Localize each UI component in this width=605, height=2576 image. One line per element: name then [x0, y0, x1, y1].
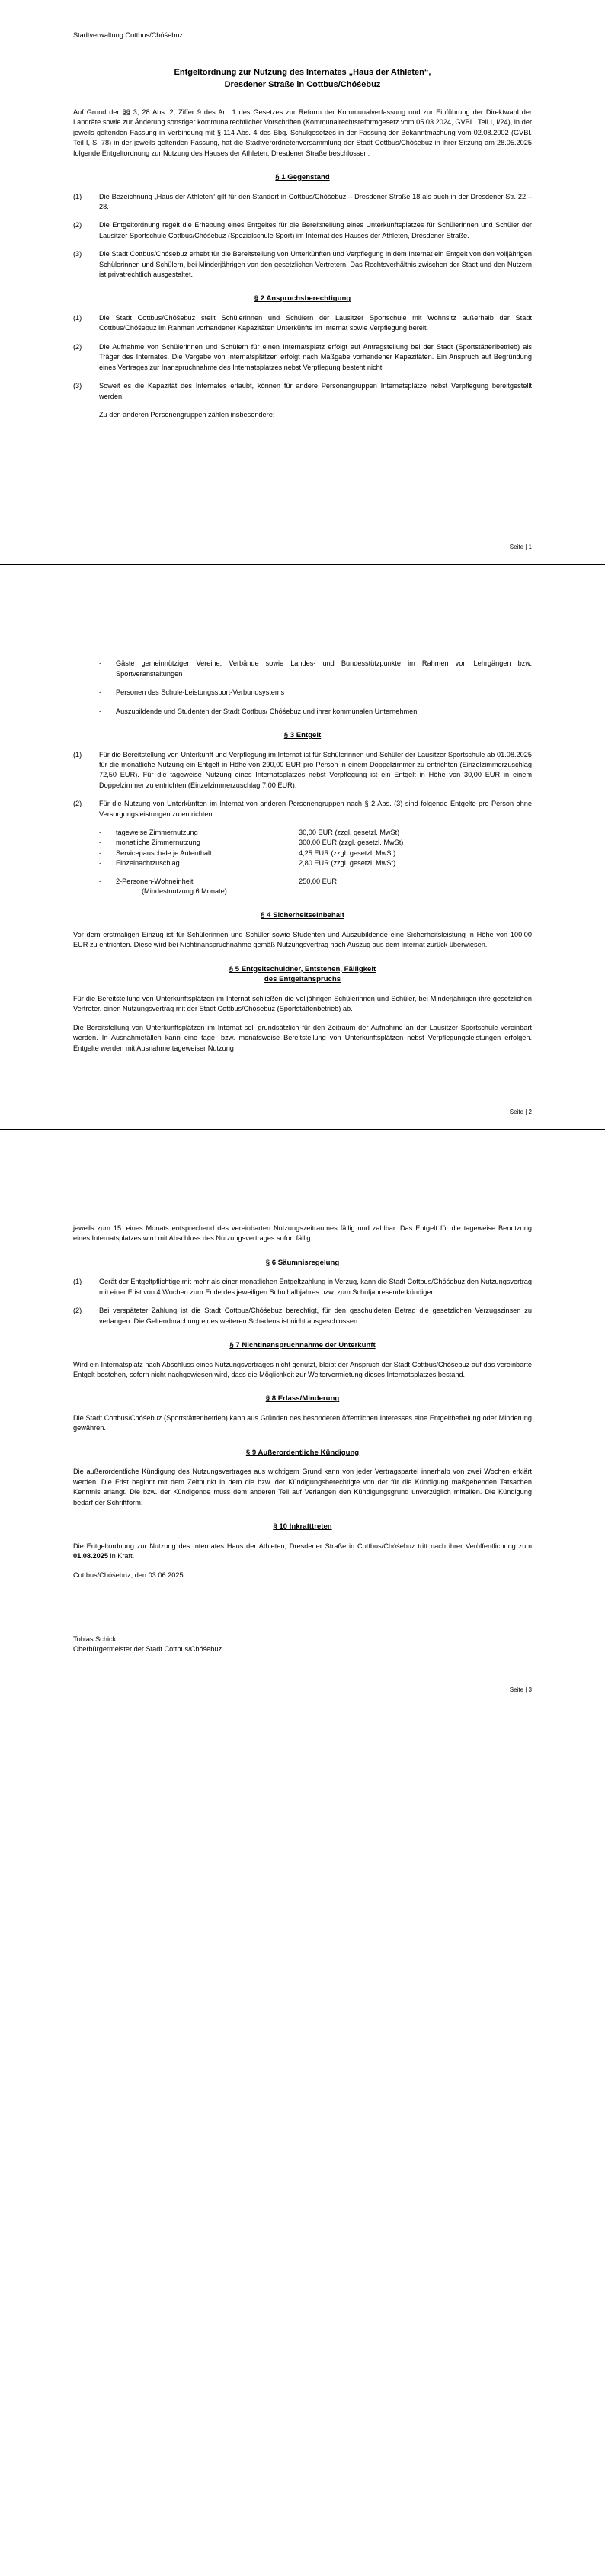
clause-2-2: [73, 342, 532, 373]
organisation-name: Stadtverwaltung Cottbus/Chóśebuz: [73, 31, 184, 39]
price-row-3: [99, 849, 532, 858]
page-3-footer: Seite | 3: [509, 1686, 532, 1693]
document-title-line-1: Entgeltordnung zur Nutzung des Internates „Haus der Athleten“,: [174, 68, 431, 77]
clause-number: (3): [73, 250, 82, 258]
clause-6-2: [73, 1306, 532, 1326]
clause-number: (1): [73, 314, 82, 322]
group-item-3: [73, 707, 532, 717]
page-3-filler: [73, 1655, 532, 1686]
section-heading-7: § 7 Nichtinanspruchnahme der Unterkunft: [229, 1341, 376, 1350]
price-label: monatliche Zimmernutzung: [116, 839, 200, 847]
document-title: [73, 66, 532, 91]
section-5-paragraph-3: jeweils zum 15. eines Monats entsprechend des vereinbarten Nutzungszeitraumes fällig und zahlbar. Das Entgelt für die tageweise Benutzung eines Internatsplatzes wird mit Abschluss des Nutzungsvertrages sofort fällig.: [73, 1224, 532, 1243]
section-heading-3: § 3 Entgelt: [283, 730, 322, 739]
clause-number: (3): [73, 382, 82, 390]
page-2-filler: [73, 1062, 532, 1108]
section-heading-8: § 8 Erlass/Minderung: [265, 1394, 340, 1403]
page-break-2: [0, 1129, 605, 1147]
document-page-3: [0, 1147, 605, 1707]
section-heading-5-line-2: des Entgeltanspruchs: [264, 975, 341, 984]
clause-text: Soweit es die Kapazität des Internates erlaubt, können für andere Personengruppen Internatsplätze nebst Verpflegung bereitgestellt werden.: [99, 382, 532, 400]
group-item-text: Gäste gemeinnütziger Vereine, Verbände sowie Landes- und Bundesstützpunkte im Rahmen von Lehrgängen bzw. Sportveranstaltungen: [116, 659, 532, 678]
price-value: 4,25 EUR (zzgl. gesetzl. MwSt): [299, 849, 396, 857]
document-page-2: [0, 582, 605, 1129]
dash-bullet: -: [99, 707, 102, 715]
dash-bullet: -: [99, 877, 102, 885]
section-5-paragraph-2: Die Bereitstellung von Unterkunftsplätzen im Internat soll grundsätzlich für den Zeitraum der Aufnahme an der Lausitzer Sportschule vereinbart werden. In Ausnahmefällen kann eine tage- bzw. monatsweise Bereitstellung von Unterkunftsplätzen nebst Verpflegungsleistungen erfolgen. Entgelte werden mit Ausnahme tageweiser Nutzung: [73, 1023, 532, 1052]
place-and-date: Cottbus/Chóśebuz, den 03.06.2025: [73, 1570, 184, 1579]
section-10-text: Die Entgeltordnung zur Nutzung des Internates Haus der Athleten, Dresdener Straße in Cottbus/Chóśebuz tritt nach ihrer Veröffentlichung zum 01.08.2025 in Kraft.: [73, 1541, 532, 1561]
section-heading-2: § 2 Anspruchsberechtigung: [254, 294, 351, 303]
dash-bullet: -: [99, 688, 102, 697]
price-value: 250,00 EUR: [299, 877, 338, 885]
price-value: 30,00 EUR (zzgl. gesetzl. MwSt): [299, 828, 400, 836]
price-label: 2-Personen-Wohneinheit: [116, 877, 194, 885]
clause-number: (1): [73, 192, 82, 200]
section-heading-5: [73, 964, 532, 985]
clause-text: Die Bezeichnung „Haus der Athleten“ gilt für den Standort in Cottbus/Chóśebuz – Dresdener Straße 18 als auch in der Dresdener Str. 22 – 28.: [99, 192, 532, 211]
price-value: 300,00 EUR (zzgl. gesetzl. MwSt): [299, 839, 404, 847]
dash-bullet: -: [99, 828, 102, 836]
section-heading-9: § 9 Außerordentliche Kündigung: [245, 1448, 360, 1457]
clause-3-2: [73, 799, 532, 820]
effective-date: 01.08.2025: [73, 1552, 108, 1561]
group-item-text: Personen des Schule-Leistungssport-Verbundsystems: [116, 688, 285, 697]
dash-bullet: -: [99, 659, 102, 668]
signatory-role: Oberbürgermeister der Stadt Cottbus/Chóśebuz: [73, 1645, 222, 1654]
signatory-name: Tobias Schick: [73, 1634, 117, 1643]
clause-number: (2): [73, 1307, 82, 1315]
clause-6-1: [73, 1277, 532, 1298]
clause-2-3-tail-wrapper: [73, 410, 532, 420]
clause-2-1: [73, 313, 532, 334]
group-item-1: [73, 659, 532, 679]
page-break-1: [0, 564, 605, 582]
clause-number: (2): [73, 342, 82, 351]
dash-bullet: -: [99, 859, 102, 868]
signature-space: [73, 1589, 532, 1634]
preamble-paragraph: Auf Grund der §§ 3, 28 Abs. 2, Ziffer 9 des Art. 1 des Gesetzes zur Reform der Kommunalverfassung und zur Einführung der Direktwahl der Landräte sowie zur Änderung sonstiger kommunalrechtlicher Vorschriften (Kommunalrechtsreformgesetz vom 05.03.2024, GVBL. Teil I, I/24), in der jeweils geltenden Fassung in Verbindung mit § 114 Abs. 4 des Bbg. Schulgesetzes in der Fassung der Bekanntmachung vom 02.08.2002 (GVBl. Teil I, S. 78) in der jeweils geltenden Fassung, hat die Stadtverordnetenversammlung der Stadt Cottbus/Chóśebuz in ihrer Sitzung am 28.05.2025 folgende Entgeltordnung zur Nutzung des Hauses der Athleten, Dresdener Straße beschlossen:: [73, 108, 532, 157]
clause-1-2: [73, 220, 532, 241]
section-8-text: Die Stadt Cottbus/Chóśebuz (Sportstättenbetrieb) kann aus Gründen des besonderen öffentlichen Interesses eine Entgeltbefreiung oder Minderung gewähren.: [73, 1414, 532, 1432]
clause-1-1: [73, 192, 532, 213]
page-3-top-margin: [73, 1178, 532, 1224]
clause-text: Die Stadt Cottbus/Chóśebuz stellt Schülerinnen und Schülern der Lausitzer Sportschule mit Wohnsitz außerhalb der Stadt Cottbus/Chóśebuz im Rahmen vorhandener Kapazitäten Unterkünfte im Internat sowie Verpflegung bereit.: [99, 314, 532, 332]
price-row-2: [99, 838, 532, 848]
price-label: Servicepauschale je Aufenthalt: [116, 849, 212, 857]
section-5-paragraph-1: Für die Bereitstellung von Unterkunftsplätzen im Internat schließen die volljährigen Schülerinnen und Schüler, bei Minderjährigen ihre gesetzlichen Vertreter, einen Nutzungsvertrag mit der Stadt Cottbus/Chóśebuz (Sportstättenbetrieb) ab.: [73, 995, 532, 1013]
clause-text: Die Entgeltordnung regelt die Erhebung eines Entgeltes für die Bereitstellung eines Unterkunftsplatzes für Schülerinnen und Schüler der Lausitzer Sportschule Cottbus/Chóśebuz (Spezialschule Sport) im Internat des Hauses der Athleten, Dresdener Straße.: [99, 221, 532, 239]
price-note: (Mindestnutzung 6 Monate): [142, 887, 227, 895]
clause-2-3-tail: Zu den anderen Personengruppen zählen insbesondere:: [99, 410, 275, 419]
price-table: [73, 828, 532, 897]
clause-text: Gerät der Entgeltpflichtige mit mehr als einer monatlichen Entgeltzahlung in Verzug, kann die Stadt Cottbus/Chóśebuz den Nutzungsvertrag mit einer Frist von 4 Wochen zum Ende des jeweiligen Schulhalbjahres bzw. zum Schuljahresende kündigen.: [99, 1278, 532, 1296]
section-heading-5-line-1: § 5 Entgeltschuldner, Entstehen, Fälligkeit: [229, 964, 376, 974]
document-title-line-2: Dresdener Straße in Cottbus/Chóśebuz: [224, 80, 381, 89]
page-2-footer: Seite | 2: [509, 1108, 532, 1116]
dash-bullet: -: [99, 839, 102, 847]
section-heading-1: § 1 Gegenstand: [275, 173, 330, 182]
clause-number: (2): [73, 800, 82, 808]
dash-bullet: -: [99, 849, 102, 857]
group-item-2: [73, 688, 532, 698]
price-row-4: [99, 858, 532, 868]
clause-text: Die Stadt Cottbus/Chóśebuz erhebt für die Bereitstellung von Unterkünften und Verpflegung in dem Internat ein Entgelt von den volljährigen Schülerinnen und Schülern, bei Minderjährigen von den gesetzlichen Vertretern. Das Rechtsverhältnis zwischen der Stadt und den Nutzern ist privatrechtlich ausgestaltet.: [99, 250, 532, 279]
clause-text: Für die Nutzung von Unterkünften im Internat von anderen Personengruppen nach § 2 Abs. (3) sind folgende Entgelte pro Person ohne Versorgungsleistungen zu entrichten:: [99, 800, 532, 818]
clause-text: Bei verspäteter Zahlung ist die Stadt Cottbus/Chóśebuz berechtigt, für den geschuldeten Betrag die gesetzlichen Verzugszinsen zu verlangen. Die Geltendmachung eines weiteren Schadens ist nicht ausgeschlossen.: [99, 1307, 532, 1325]
section-7-text: Wird ein Internatsplatz nach Abschluss eines Nutzungsvertrages nicht genutzt, bleibt der Anspruch der Stadt Cottbus/Chóśebuz auf das vereinbarte Entgelt bestehen, sofern nicht nachgewiesen wird, dass die Möglichkeit zur Weitervermietung dieses Internatsplatzes bestand.: [73, 1360, 532, 1379]
page-2-top-margin: [73, 613, 532, 659]
section-heading-10: § 10 Inkrafttreten: [273, 1522, 332, 1532]
price-label: tageweise Zimmernutzung: [116, 828, 198, 836]
section-heading-4: § 4 Sicherheitseinbehalt: [261, 911, 344, 920]
page-1-filler: [73, 428, 532, 543]
price-row-1: [99, 828, 532, 838]
clause-number: (1): [73, 1278, 82, 1286]
page-1-footer: Seite | 1: [509, 544, 532, 551]
document-page-1: [0, 0, 605, 564]
price-row-5: [99, 877, 532, 887]
price-label: Einzelnachtzuschlag: [116, 859, 180, 868]
section-9-text: Die außerordentliche Kündigung des Nutzungsvertrages aus wichtigem Grund kann von jeder Vertragspartei innerhalb von zwei Wochen erklärt werden. Die Frist beginnt mit dem Zeitpunkt in dem die bzw. der Kündigungsberechtigte von der für die Kündigung maßgebenden Tatsachen Kenntnis erlangt. Die bzw. der Kündigende muss dem anderen Teil auf Verlangen den Kündigungsgrund unverzüglich mitteilen. Die Kündigung bedarf der Schriftform.: [73, 1468, 532, 1506]
clause-3-1: [73, 750, 532, 791]
section-4-text: Vor dem erstmaligen Einzug ist für Schülerinnen und Schüler sowie Studenten und Auszubildende eine Sicherheitsleistung in Höhe von 100,00 EUR zu entrichten. Diese wird bei Nichtinanspruchnahme gemäß Nutzungsvertrag nach Auszug aus dem Internat zurück überwiesen.: [73, 931, 532, 949]
clause-text: Die Aufnahme von Schülerinnen und Schülern für einen Internatsplatz erfolgt auf Antragstellung bei der Stadt (Sportstätteribetrieb) als Träger des Internates. Die Vergabe von Internatsplätzen erfolgt nach Maßgabe vorhandener Kapazitäten. Ein Anspruch auf Begründung eines Vertrages zur Inanspruchnahme des Internatsplatzes nebst Verpflegung besteht nicht.: [99, 342, 532, 371]
price-value: 2,80 EUR (zzgl. gesetzl. MwSt): [299, 859, 396, 868]
section-heading-6: § 6 Säumnisregelung: [265, 1258, 340, 1267]
clause-1-3: [73, 249, 532, 280]
clause-number: (1): [73, 750, 82, 759]
clause-2-3: [73, 381, 532, 402]
clause-number: (2): [73, 221, 82, 229]
clause-text: Für die Bereitstellung von Unterkunft und Verpflegung im Internat ist für Schülerinnen und Schüler der Lausitzer Sportschule ab 01.08.2025 für die monatliche Nutzung ein Entgelt in Höhe von 290,00 EUR pro Person in einem Doppelzimmer zu entrichten (Einzelzimmerzuschlag 72,50 EUR). Für die tageweise Nutzung eines Internatsplatzes nebst Verpflegung ist ein Entgelt in Höhe von 30,00 EUR in einem Doppelzimmer zu entrichten (Einzelzimmerzuschlag 7,00 EUR).: [99, 750, 532, 789]
group-item-text: Auszubildende und Studenten der Stadt Cottbus/ Chóśebuz und ihrer kommunalen Unternehmen: [116, 707, 418, 715]
